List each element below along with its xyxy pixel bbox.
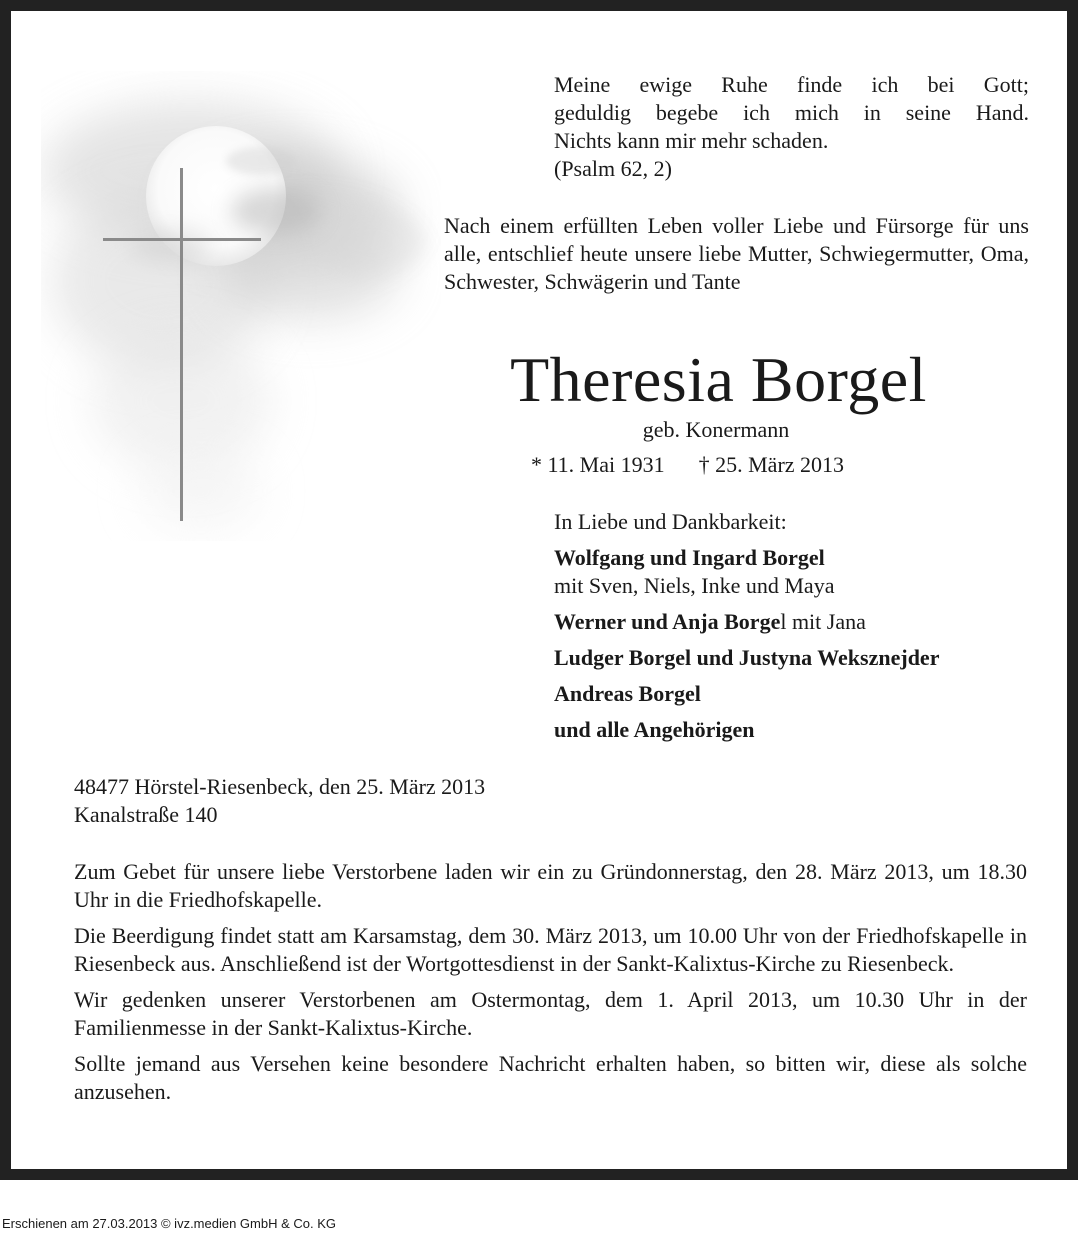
psalm-line: geduldig begebe ich mich in seine Hand. [554, 100, 1029, 125]
street-address: Kanalstraße 140 [74, 802, 218, 827]
service-notices [74, 858, 1027, 1114]
place-date: 48477 Hörstel-Riesenbeck, den 25. März 2013 [74, 774, 486, 799]
psalm-line: Meine ewige Ruhe finde ich bei Gott; [554, 72, 1029, 97]
notice-paragraph: Zum Gebet für unsere liebe Verstorbene laden wir ein zu Gründonnerstag, den 28. März 2013, um 18.30 Uhr in die Friedhofskapelle. [74, 859, 1027, 912]
address-block [74, 773, 774, 829]
maiden-name: geb. Konermann [642, 417, 790, 442]
notice-paragraph: Sollte jemand aus Versehen keine besondere Nachricht erhalten haben, so bitten wir, diese als solche anzusehen. [74, 1051, 1027, 1104]
notice-paragraph: Die Beerdigung findet statt am Karsamstag, dem 30. März 2013, um 10.00 Uhr von der Friedhofskapelle in Riesenbeck aus. Anschließend ist der Wortgottesdienst in der Sankt-Kalixtus-Kirche zu Riesenbeck. [74, 923, 1027, 976]
mourners-list [554, 508, 1044, 744]
mourner-name: Werner und Anja Borge [554, 609, 781, 634]
mourner-detail: mit Sven, Niels, Inke und Maya [554, 573, 835, 598]
psalm-line: Nichts kann mir mehr schaden. [554, 128, 829, 153]
psalm-reference: (Psalm 62, 2) [554, 156, 672, 181]
mourners-heading: In Liebe und Dankbarkeit: [554, 509, 787, 534]
mourner-name: Andreas Borgel [554, 681, 701, 706]
intro-text: Nach einem erfüllten Leben voller Liebe und Fürsorge für uns alle, entschlief heute unsere liebe Mutter, Schwiegermutter, Oma, Schwester, Schwägerin und Tante [444, 213, 1029, 294]
mourner-entry [554, 608, 1044, 636]
death-date: † 25. März 2013 [698, 452, 845, 477]
psalm-quote [554, 71, 1029, 183]
notice-paragraph: Wir gedenken unserer Verstorbenen am Ostermontag, dem 1. April 2013, um 10.30 Uhr in der Familienmesse in der Sankt-Kalixtus-Kirche. [74, 987, 1027, 1040]
mourner-name: Ludger Borgel und Justyna Weksznejder [554, 645, 940, 670]
publication-footer: Erschienen am 27.03.2013 © ivz.medien GmbH & Co. KG [2, 1216, 337, 1231]
mourner-name: Wolfgang und Ingard Borgel [554, 545, 825, 570]
cross-moon-illustration [41, 71, 441, 541]
deceased-name: Theresia Borgel [510, 344, 927, 415]
mourner-name: und alle Angehörigen [554, 717, 755, 742]
life-dates [531, 451, 1011, 479]
birth-date: * 11. Mai 1931 [531, 452, 665, 477]
mourner-detail: l mit Jana [780, 609, 866, 634]
